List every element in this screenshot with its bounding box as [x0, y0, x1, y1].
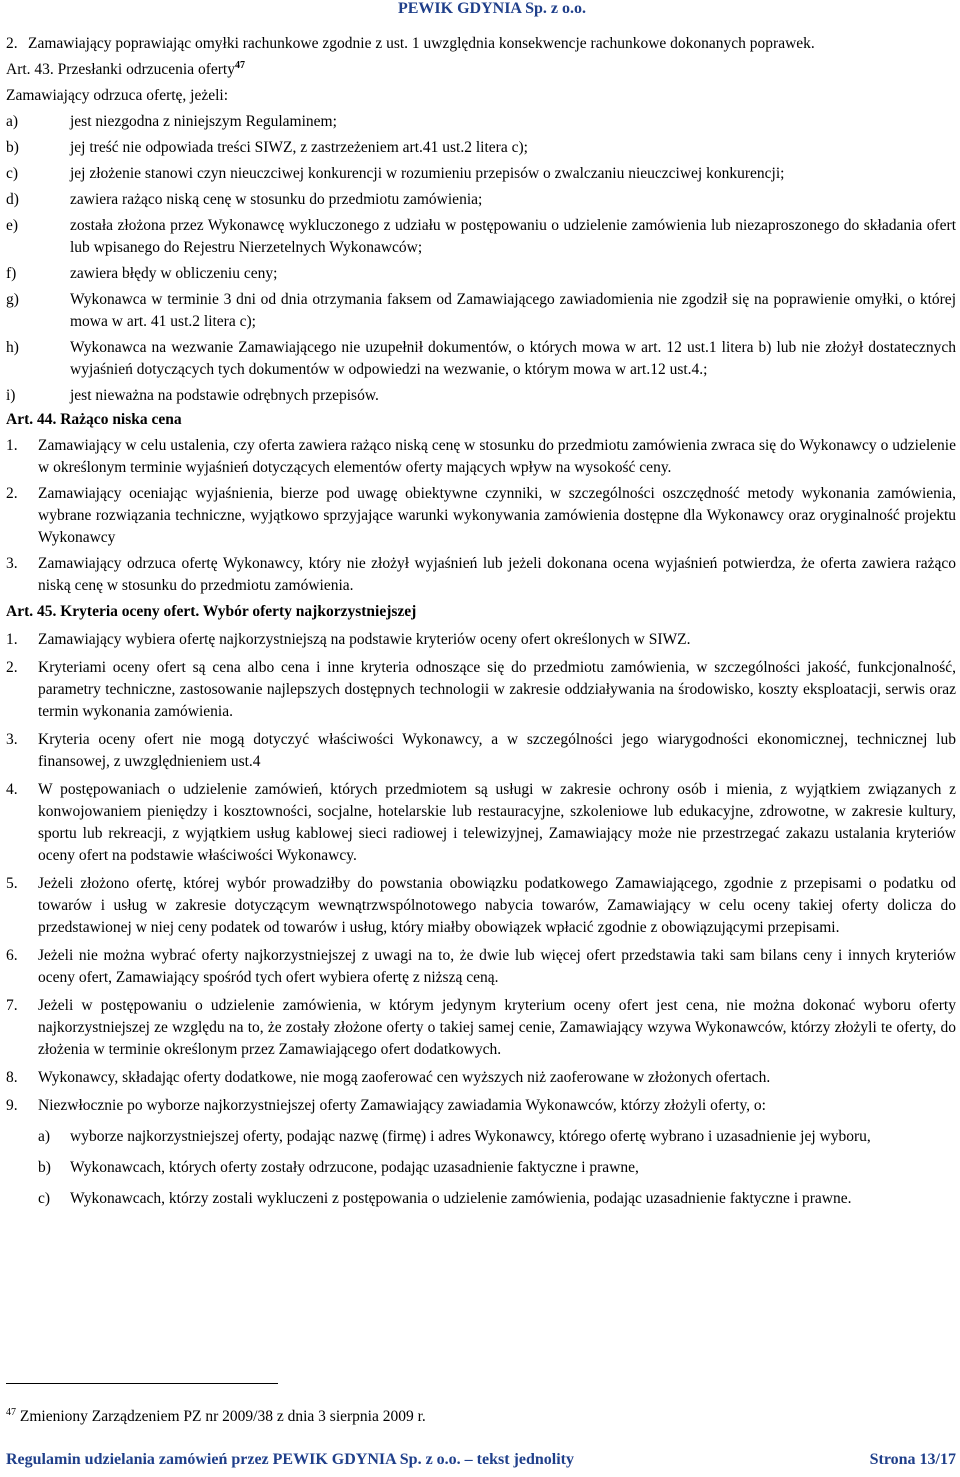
item-text: Niezwłocznie po wyborze najkorzystniejszej oferty Zamawiający zawiadamia Wykonawców, którzy złożyli oferty, o:	[38, 1097, 766, 1114]
footnote	[6, 1406, 426, 1428]
document-body	[6, 33, 956, 1210]
item-marker: c)	[38, 1190, 51, 1207]
footnote-text: Zmieniony Zarządzeniem PZ nr 2009/38 z dnia 3 sierpnia 2009 r.	[19, 1408, 426, 1425]
list-item	[6, 111, 956, 133]
item-text: Kryteria oceny ofert nie mogą dotyczyć właściwości Wykonawcy, a w szczególności jego wiarygodności ekonomicznej, technicznej lub finansowej, z uwzględnieniem ust.4	[38, 731, 956, 770]
article-43-intro: Zamawiający odrzuca ofertę, jeżeli:	[6, 87, 229, 104]
item-marker: h)	[6, 339, 19, 356]
item-marker: 3.	[6, 731, 18, 748]
item-text: Jeżeli w postępowaniu o udzielenie zamówienia, w którym jedynym kryterium oceny ofert jest cena, nie można dokonać wyboru oferty najkorzystniejszej ze względu na to, że zostały złożone oferty o takiej samej cenie, Zamawiający wzywa Wykonawców, którzy złożyli te oferty, do złożenia w terminie określonym przez Zamawiającego ofert dodatkowych.	[38, 997, 956, 1058]
item-marker: 2.	[6, 485, 18, 502]
page-header: PEWIK GDYNIA Sp. z o.o.	[397, 0, 586, 17]
item-text: została złożona przez Wykonawcę wykluczonego z udziału w postępowaniu o udzielenie zamówienia lub niezaproszonego do składania ofert lub wpisanego do Rejestru Nierzetelnych Wykonawców;	[70, 217, 956, 256]
list-item	[6, 137, 956, 159]
list-item	[6, 33, 956, 55]
list-item	[6, 163, 956, 185]
item-text: Kryteriami oceny ofert są cena albo cena i inne kryteria odnoszące się do przedmiotu zamówienia, w szczególności jakość, funkcjonalność, parametry techniczne, zastosowanie najlepszych dostępnych technologii w zakresie oddziaływania na środowisko, koszty eksploatacji, serwis oraz termin wykonania zamówienia.	[38, 659, 956, 720]
footnote-separator	[6, 1383, 278, 1384]
item-marker: 1.	[6, 437, 18, 454]
item-marker: 5.	[6, 875, 18, 892]
item-marker: 2.	[6, 659, 18, 676]
footnote-ref: 47	[234, 59, 245, 71]
page-number: Strona 13/17	[869, 1451, 956, 1468]
list-item	[6, 945, 956, 989]
item-text: Zamawiający oceniając wyjaśnienia, bierze pod uwagę obiektywne czynniki, w szczególności oszczędność metody wykonania zamówienia, wybrane rozwiązania techniczne, wyjątkowo sprzyjające warunki wykonywania zamówienia dostępne dla Wykonawcy oraz oryginalność projektu Wykonawcy	[38, 485, 956, 546]
list-item	[6, 385, 956, 407]
item-text: wyborze najkorzystniejszej oferty, podając nazwę (firmę) i adres Wykonawcy, którego ofertę wybrano i uzasadnienie jej wyboru,	[70, 1128, 871, 1145]
item-text: Wykonawca na wezwanie Zamawiającego nie uzupełnił dokumentów, o których mowa w art. 12 ust.1 litera b) lub nie złożył dostatecznych wyjaśnień dotyczących tych dokumentów w odpowiedzi na wezwanie, o którym mowa w art.12 ust.4.;	[70, 339, 956, 378]
list-item	[6, 729, 956, 773]
item-text: Wykonawca w terminie 3 dni od dnia otrzymania faksem od Zamawiającego zawiadomienia nie zgodził się na poprawienie omyłki, o której mowa w art. 41 ust.2 litera c);	[70, 291, 956, 330]
item-marker: 9.	[6, 1097, 18, 1114]
item-text: Zamawiający w celu ustalenia, czy oferta zawiera rażąco niską cenę w stosunku do przedmiotu zamówienia zwraca się do Wykonawcy o udzielenie w określonym terminie wyjaśnień dotyczących elementów oferty mających wpływ na wysokość ceny.	[38, 437, 956, 476]
item-text: jest nieważna na podstawie odrębnych przepisów.	[70, 387, 379, 404]
list-item	[38, 1188, 956, 1210]
item-marker: 1.	[6, 631, 18, 648]
item-text: zawiera błędy w obliczeniu ceny;	[70, 265, 278, 282]
item-marker: a)	[6, 113, 19, 130]
item-text: jej treść nie odpowiada treści SIWZ, z zastrzeżeniem art.41 ust.2 litera c);	[70, 139, 528, 156]
item-marker: d)	[6, 191, 19, 208]
article-45-list	[6, 629, 956, 1117]
list-item	[6, 779, 956, 867]
item-marker: b)	[6, 139, 19, 156]
list-item	[6, 873, 956, 939]
list-item	[6, 553, 956, 597]
item-text: zawiera rażąco niską cenę w stosunku do przedmiotu zamówienia;	[70, 191, 483, 208]
item-marker: g)	[6, 291, 19, 308]
article-45-sublist	[6, 1126, 956, 1210]
item-text: Wykonawcy, składając oferty dodatkowe, nie mogą zaoferować cen wyższych niż zaoferowane w złożonych ofertach.	[38, 1069, 771, 1086]
item-text: W postępowaniach o udzielenie zamówień, których przedmiotem są usługi w zakresie ochrony osób i mienia, z wyjątkiem związanych z konwojowaniem pieniędzy i kosztowności, socjalne, hotelarskie lub restauracyjne, szkoleniowe lub edukacyjne, zdrowotne, w zakresie kultury, sportu lub rekreacji, z wyjątkiem usług kablowej sieci radiowej i telewizyjnej, Zamawiający może nie przestrzegać zakazu ustalania kryteriów oceny ofert na podstawie właściwości Wykonawcy.	[38, 781, 956, 864]
item-marker: 2.	[6, 35, 18, 52]
item-marker: i)	[6, 387, 16, 404]
article-43-list	[6, 111, 956, 407]
item-text: jest niezgodna z niniejszym Regulaminem;	[70, 113, 337, 130]
page-footer	[6, 1450, 956, 1470]
item-marker: f)	[6, 265, 17, 282]
list-item	[6, 995, 956, 1061]
item-text: Wykonawcach, których oferty zostały odrzucone, podając uzasadnienie faktyczne i prawne,	[70, 1159, 639, 1176]
item-text: Wykonawcach, którzy zostali wykluczeni z postępowania o udzielenie zamówienia, podając uzasadnienie faktyczne i prawne.	[70, 1190, 852, 1207]
list-item	[6, 263, 956, 285]
article-45-title: Art. 45. Kryteria oceny ofert. Wybór oferty najkorzystniejszej	[6, 603, 417, 620]
footnote-number: 47	[6, 1406, 16, 1418]
list-item	[6, 1095, 956, 1117]
item-marker: a)	[38, 1128, 51, 1145]
item-marker: 4.	[6, 781, 18, 798]
list-item	[6, 435, 956, 479]
list-item	[6, 1067, 956, 1089]
list-item	[6, 483, 956, 549]
item-text: jej złożenie stanowi czyn nieuczciwej konkurencji w rozumieniu przepisów o zwalczaniu nieuczciwej konkurencji;	[70, 165, 785, 182]
list-item	[6, 215, 956, 259]
item-marker: 6.	[6, 947, 18, 964]
item-marker: 3.	[6, 555, 18, 572]
item-text: Zamawiający wybiera ofertę najkorzystniejszą na podstawie kryteriów oceny ofert określonych w SIWZ.	[38, 631, 691, 648]
item-text: Zamawiający odrzuca ofertę Wykonawcy, który nie złożył wyjaśnień lub jeżeli dokonana ocena wyjaśnień potwierdza, że oferta zawiera rażąco niską cenę w stosunku do przedmiotu zamówienia.	[38, 555, 956, 594]
list-item	[6, 289, 956, 333]
list-item	[6, 189, 956, 211]
item-marker: e)	[6, 217, 19, 234]
list-item	[6, 629, 956, 651]
item-text: Jeżeli złożono ofertę, której wybór prowadziłby do powstania obowiązku podatkowego Zamawiającego, zgodnie z przepisami o podatku od towarów i usług w zakresie dotyczącym wewnątrzwspólnotowego nabycia towarów, Zamawiający w celu oceny takiej oferty dolicza do przedstawionej w niej ceny podatek od towarów i usług, który miałby obowiązek wpłacić zgodnie z obowiązującymi przepisami.	[38, 875, 956, 936]
article-43-title	[6, 59, 956, 81]
article-44-list	[6, 435, 956, 597]
item-text: Jeżeli nie można wybrać oferty najkorzystniejszej z uwagi na to, że dwie lub więcej ofert przedstawia taki sam bilans ceny i innych kryteriów oceny ofert, Zamawiający spośród tych ofert wybiera ofertę z niższą ceną.	[38, 947, 956, 986]
item-marker: 7.	[6, 997, 18, 1014]
item-marker: c)	[6, 165, 19, 182]
list-item	[38, 1157, 956, 1179]
list-item	[38, 1126, 956, 1148]
list-item	[6, 337, 956, 381]
item-text: Zamawiający poprawiając omyłki rachunkowe zgodnie z ust. 1 uwzględnia konsekwencje rachunkowe dokonanych poprawek.	[28, 35, 815, 52]
article-title-text: Art. 43. Przesłanki odrzucenia oferty	[6, 61, 235, 78]
article-44-title: Art. 44. Rażąco niska cena	[6, 411, 182, 428]
item-marker: b)	[38, 1159, 51, 1176]
list-item	[6, 657, 956, 723]
footer-document-title: Regulamin udzielania zamówień przez PEWIK GDYNIA Sp. z o.o. – tekst jednolity	[6, 1451, 574, 1468]
item-marker: 8.	[6, 1069, 18, 1086]
